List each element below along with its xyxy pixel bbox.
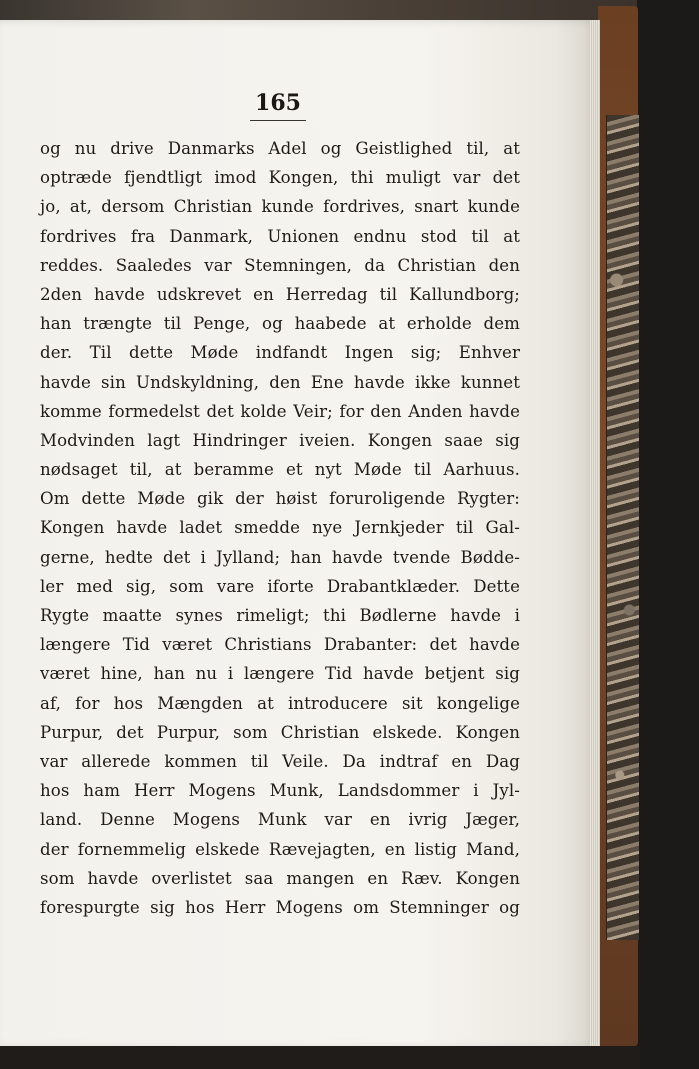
background-dark [637, 0, 699, 1069]
text-line: han trængte til Penge, og haabede at erholde dem [40, 314, 520, 334]
text-line: var allerede kommen til Veile. Da indtraf en Dag [40, 751, 520, 771]
page-number-rule [250, 120, 306, 121]
marbled-cover-edge [606, 115, 639, 940]
text-line: gerne, hedte det i Jylland; han havde tvende Bødde- [40, 547, 520, 567]
text-line: som havde overlistet saa mangen en Ræv. Kongen [40, 868, 520, 888]
text-line: havde sin Undskyldning, den Ene havde ikke kunnet [40, 372, 520, 392]
text-line: været hine, han nu i længere Tid havde betjent sig [40, 664, 520, 684]
text-line: 2den havde udskrevet en Herredag til Kallundborg; [40, 284, 520, 304]
text-line: fordrives fra Danmark, Unionen endnu stod til at [40, 226, 520, 246]
body-text [40, 134, 520, 922]
page-stack-edge [590, 20, 600, 1048]
text-line: reddes. Saaledes var Stemningen, da Christian den [40, 255, 520, 275]
book-top-edge [0, 0, 640, 22]
text-line: der fornemmelig elskede Rævejagten, en listig Mand, [40, 839, 520, 859]
text-line: Om dette Møde gik der høist foruroligende Rygter: [40, 489, 520, 509]
text-line: der. Til dette Møde indfandt Ingen sig; Enhver [40, 343, 520, 363]
text-line: af, for hos Mængden at introducere sit kongelige [40, 693, 520, 713]
text-line: ler med sig, som vare iforte Drabantklæder. Dette [40, 576, 520, 596]
text-line: nødsaget til, at beramme et nyt Møde til Aarhuus. [40, 460, 520, 480]
bottom-shadow [0, 1046, 640, 1069]
text-line: jo, at, dersom Christian kunde fordrives, snart kunde [40, 197, 520, 217]
text-line: Purpur, det Purpur, som Christian elskede. Kongen [40, 722, 520, 742]
text-line: forespurgte sig hos Herr Mogens om Stemninger og [40, 897, 520, 917]
text-line: land. Denne Mogens Munk var en ivrig Jæger, [40, 810, 520, 830]
text-line: og nu drive Danmarks Adel og Geistlighed til, at [40, 139, 520, 158]
text-line: længere Tid været Christians Drabanter: det havde [40, 635, 520, 655]
text-line: komme formedelst det kolde Veir; for den Anden havde [40, 401, 520, 421]
page-number: 165 [255, 90, 301, 116]
text-line: Kongen havde ladet smedde nye Jernkjeder til Gal- [40, 518, 520, 538]
text-line: Rygte maatte synes rimeligt; thi Bødlerne havde i [40, 606, 520, 625]
text-line: optræde fjendtligt imod Kongen, thi muligt var det [40, 168, 520, 188]
text-line: Modvinden lagt Hindringer iveien. Kongen saae sig [40, 430, 520, 450]
text-line: hos ham Herr Mogens Munk, Landsdommer i Jyl- [40, 781, 520, 801]
